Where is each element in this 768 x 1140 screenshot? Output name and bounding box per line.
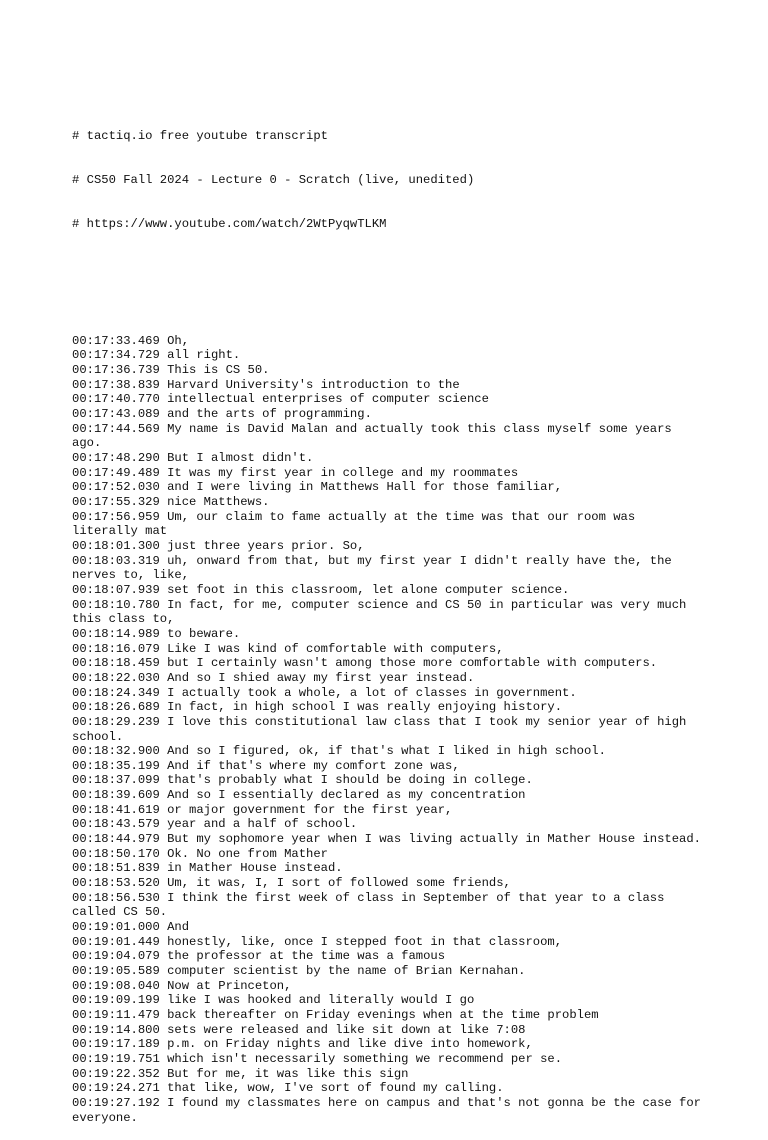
transcript-line — [72, 480, 702, 495]
transcript-text: But my sophomore year when I was living actually in Mather House instead. — [167, 832, 701, 847]
transcript-list — [72, 333, 709, 1125]
transcript-line — [72, 671, 702, 686]
transcript-text: In fact, for me, computer science and CS 50 in particular was very much this class to, — [72, 597, 694, 627]
timestamp: 00:18:56.530 — [72, 890, 160, 905]
transcript-text: intellectual enterprises of computer science — [167, 392, 489, 407]
timestamp: 00:19:04.079 — [72, 949, 160, 964]
transcript-line — [72, 744, 702, 759]
transcript-text: computer scientist by the name of Brian Kernahan. — [167, 964, 526, 979]
timestamp: 00:17:36.739 — [72, 363, 160, 378]
transcript-line — [72, 334, 702, 349]
transcript-line — [72, 686, 702, 701]
transcript-line — [72, 993, 702, 1008]
timestamp: 00:18:24.349 — [72, 685, 160, 700]
transcript-line — [72, 1095, 709, 1125]
transcript-line — [72, 422, 702, 451]
transcript-text: And so I figured, ok, if that's what I liked in high school. — [167, 744, 606, 759]
timestamp: 00:18:01.300 — [72, 538, 160, 553]
transcript-text: In fact, in high school I was really enjoying history. — [167, 700, 563, 715]
transcript-line — [72, 495, 702, 510]
timestamp: 00:19:05.589 — [72, 964, 160, 979]
transcript-text: year and a half of school. — [167, 817, 358, 832]
transcript-text: And so I shied away my first year instead. — [167, 670, 475, 685]
timestamp: 00:17:48.290 — [72, 451, 160, 466]
transcript-text: I found my classmates here on campus and that's not gonna be the case for everyone. — [72, 1095, 709, 1125]
transcript-line — [72, 949, 702, 964]
transcript-text: but I certainly wasn't among those more comfortable with computers. — [167, 656, 658, 671]
transcript-text: and I were living in Matthews Hall for those familiar, — [167, 480, 563, 495]
transcript-text: And so I essentially declared as my concentration — [167, 788, 526, 803]
timestamp: 00:18:26.689 — [72, 700, 160, 715]
transcript-text: sets were released and like sit down at like 7:08 — [167, 1022, 526, 1037]
transcript-line — [72, 1023, 702, 1038]
transcript-line — [72, 466, 702, 481]
transcript-line — [72, 935, 702, 950]
transcript-text: And if that's where my comfort zone was, — [167, 758, 460, 773]
timestamp: 00:18:07.939 — [72, 582, 160, 597]
timestamp: 00:19:09.199 — [72, 993, 160, 1008]
timestamp: 00:19:11.479 — [72, 1007, 160, 1022]
transcript-line — [72, 979, 702, 994]
transcript-text: like I was hooked and literally would I go — [167, 993, 475, 1008]
timestamp: 00:18:18.459 — [72, 656, 160, 671]
transcript-line — [72, 348, 702, 363]
timestamp: 00:17:43.089 — [72, 407, 160, 422]
transcript-text: back thereafter on Friday evenings when at the time problem — [167, 1007, 599, 1022]
transcript-text: or major government for the first year, — [167, 802, 453, 817]
transcript-text: Um, it was, I, I sort of followed some friends, — [167, 876, 511, 891]
transcript-text: the professor at the time was a famous — [167, 949, 446, 964]
timestamp: 00:18:22.030 — [72, 670, 160, 685]
timestamp: 00:18:16.079 — [72, 641, 160, 656]
transcript-text: Like I was kind of comfortable with computers, — [167, 641, 504, 656]
transcript-text: honestly, like, once I stepped foot in that classroom, — [167, 934, 563, 949]
timestamp: 00:18:43.579 — [72, 817, 160, 832]
header-line-source: # tactiq.io free youtube transcript — [72, 128, 328, 143]
timestamp: 00:18:14.989 — [72, 626, 160, 641]
transcript-line — [72, 642, 702, 657]
timestamp: 00:18:51.839 — [72, 861, 160, 876]
transcript-line — [72, 1067, 702, 1082]
transcript-text: I actually took a whole, a lot of classes in government. — [167, 685, 577, 700]
transcript-text: that like, wow, I've sort of found my calling. — [167, 1081, 504, 1096]
transcript-text: It was my first year in college and my roommates — [167, 465, 519, 480]
transcript-text: nice Matthews. — [167, 495, 270, 510]
transcript-text: Oh, — [167, 333, 190, 348]
transcript-text: But for me, it was like this sign — [167, 1066, 409, 1081]
timestamp: 00:19:01.000 — [72, 920, 160, 935]
transcript-line — [72, 773, 702, 788]
transcript-line — [72, 803, 702, 818]
timestamp: 00:17:56.959 — [72, 509, 160, 524]
timestamp: 00:19:14.800 — [72, 1022, 160, 1037]
transcript-line — [72, 1037, 702, 1052]
timestamp: 00:17:55.329 — [72, 495, 160, 510]
transcript-line — [72, 876, 702, 891]
transcript-text: But I almost didn't. — [167, 451, 314, 466]
timestamp: 00:18:10.780 — [72, 597, 160, 612]
transcript-line — [72, 598, 702, 627]
blank-separator — [72, 290, 702, 305]
transcript-text: This is CS 50. — [167, 363, 270, 378]
transcript-line — [72, 539, 702, 554]
timestamp: 00:18:44.979 — [72, 832, 160, 847]
transcript-text: I love this constitutional law class that I took my senior year of high school. — [72, 714, 694, 744]
timestamp: 00:17:49.489 — [72, 465, 160, 480]
timestamp: 00:18:03.319 — [72, 553, 160, 568]
transcript-text: Harvard University's introduction to the — [167, 377, 460, 392]
timestamp: 00:18:39.609 — [72, 788, 160, 803]
timestamp: 00:19:19.751 — [72, 1051, 160, 1066]
transcript-line — [72, 861, 702, 876]
timestamp: 00:18:35.199 — [72, 758, 160, 773]
transcript-line — [72, 378, 702, 393]
transcript-text: and the arts of programming. — [167, 407, 372, 422]
transcript-line — [72, 1081, 702, 1096]
timestamp: 00:18:50.170 — [72, 846, 160, 861]
transcript-text: that's probably what I should be doing in college. — [167, 773, 533, 788]
transcript-line — [72, 1052, 702, 1067]
transcript-line — [72, 392, 702, 407]
header-line-url: # https://www.youtube.com/watch/2WtPyqwTLKM — [72, 216, 387, 231]
transcript-text: to beware. — [167, 626, 241, 641]
timestamp: 00:18:32.900 — [72, 744, 160, 759]
transcript-text: set foot in this classroom, let alone computer science. — [167, 582, 570, 597]
transcript-text: just three years prior. So, — [167, 538, 365, 553]
transcript-line — [72, 451, 702, 466]
transcript-line — [72, 788, 702, 803]
transcript-header — [72, 99, 702, 260]
timestamp: 00:18:53.520 — [72, 876, 160, 891]
transcript-line — [72, 832, 702, 847]
transcript-document — [72, 70, 709, 1140]
transcript-line — [72, 817, 702, 832]
timestamp: 00:17:44.569 — [72, 421, 160, 436]
transcript-text: which isn't necessarily something we recommend per se. — [167, 1051, 563, 1066]
timestamp: 00:19:17.189 — [72, 1037, 160, 1052]
timestamp: 00:19:22.352 — [72, 1066, 160, 1081]
timestamp: 00:17:40.770 — [72, 392, 160, 407]
transcript-text: Now at Princeton, — [167, 978, 292, 993]
transcript-line — [72, 510, 702, 539]
timestamp: 00:17:33.469 — [72, 333, 160, 348]
transcript-line — [72, 407, 702, 422]
transcript-line — [72, 715, 702, 744]
transcript-text: uh, onward from that, but my first year I didn't really have the, the nerves to, like, — [72, 553, 680, 583]
timestamp: 00:17:52.030 — [72, 480, 160, 495]
transcript-line — [72, 583, 702, 598]
timestamp: 00:19:08.040 — [72, 978, 160, 993]
transcript-line — [72, 700, 702, 715]
transcript-text: And — [167, 920, 190, 935]
transcript-line — [72, 847, 702, 862]
transcript-text: in Mather House instead. — [167, 861, 343, 876]
transcript-line — [72, 627, 702, 642]
timestamp: 00:17:38.839 — [72, 377, 160, 392]
transcript-text: all right. — [167, 348, 241, 363]
transcript-line — [72, 891, 702, 920]
timestamp: 00:19:01.449 — [72, 934, 160, 949]
timestamp: 00:17:34.729 — [72, 348, 160, 363]
transcript-line — [72, 964, 702, 979]
transcript-line — [72, 554, 702, 583]
header-line-title: # CS50 Fall 2024 - Lecture 0 - Scratch (live, unedited) — [72, 172, 475, 187]
transcript-line — [72, 656, 702, 671]
transcript-text: p.m. on Friday nights and like dive into homework, — [167, 1037, 533, 1052]
timestamp: 00:18:37.099 — [72, 773, 160, 788]
timestamp: 00:18:41.619 — [72, 802, 160, 817]
transcript-line — [72, 920, 702, 935]
timestamp: 00:18:29.239 — [72, 714, 160, 729]
transcript-line — [72, 363, 702, 378]
transcript-text: My name is David Malan and actually took this class myself some years ago. — [72, 421, 680, 451]
transcript-text: Um, our claim to fame actually at the time was that our room was literally mat — [72, 509, 643, 539]
transcript-line — [72, 1008, 702, 1023]
transcript-text: I think the first week of class in September of that year to a class called CS 50. — [72, 890, 672, 920]
transcript-line — [72, 759, 702, 774]
transcript-text: Ok. No one from Mather — [167, 846, 328, 861]
timestamp: 00:19:27.192 — [72, 1095, 160, 1110]
timestamp: 00:19:24.271 — [72, 1081, 160, 1096]
